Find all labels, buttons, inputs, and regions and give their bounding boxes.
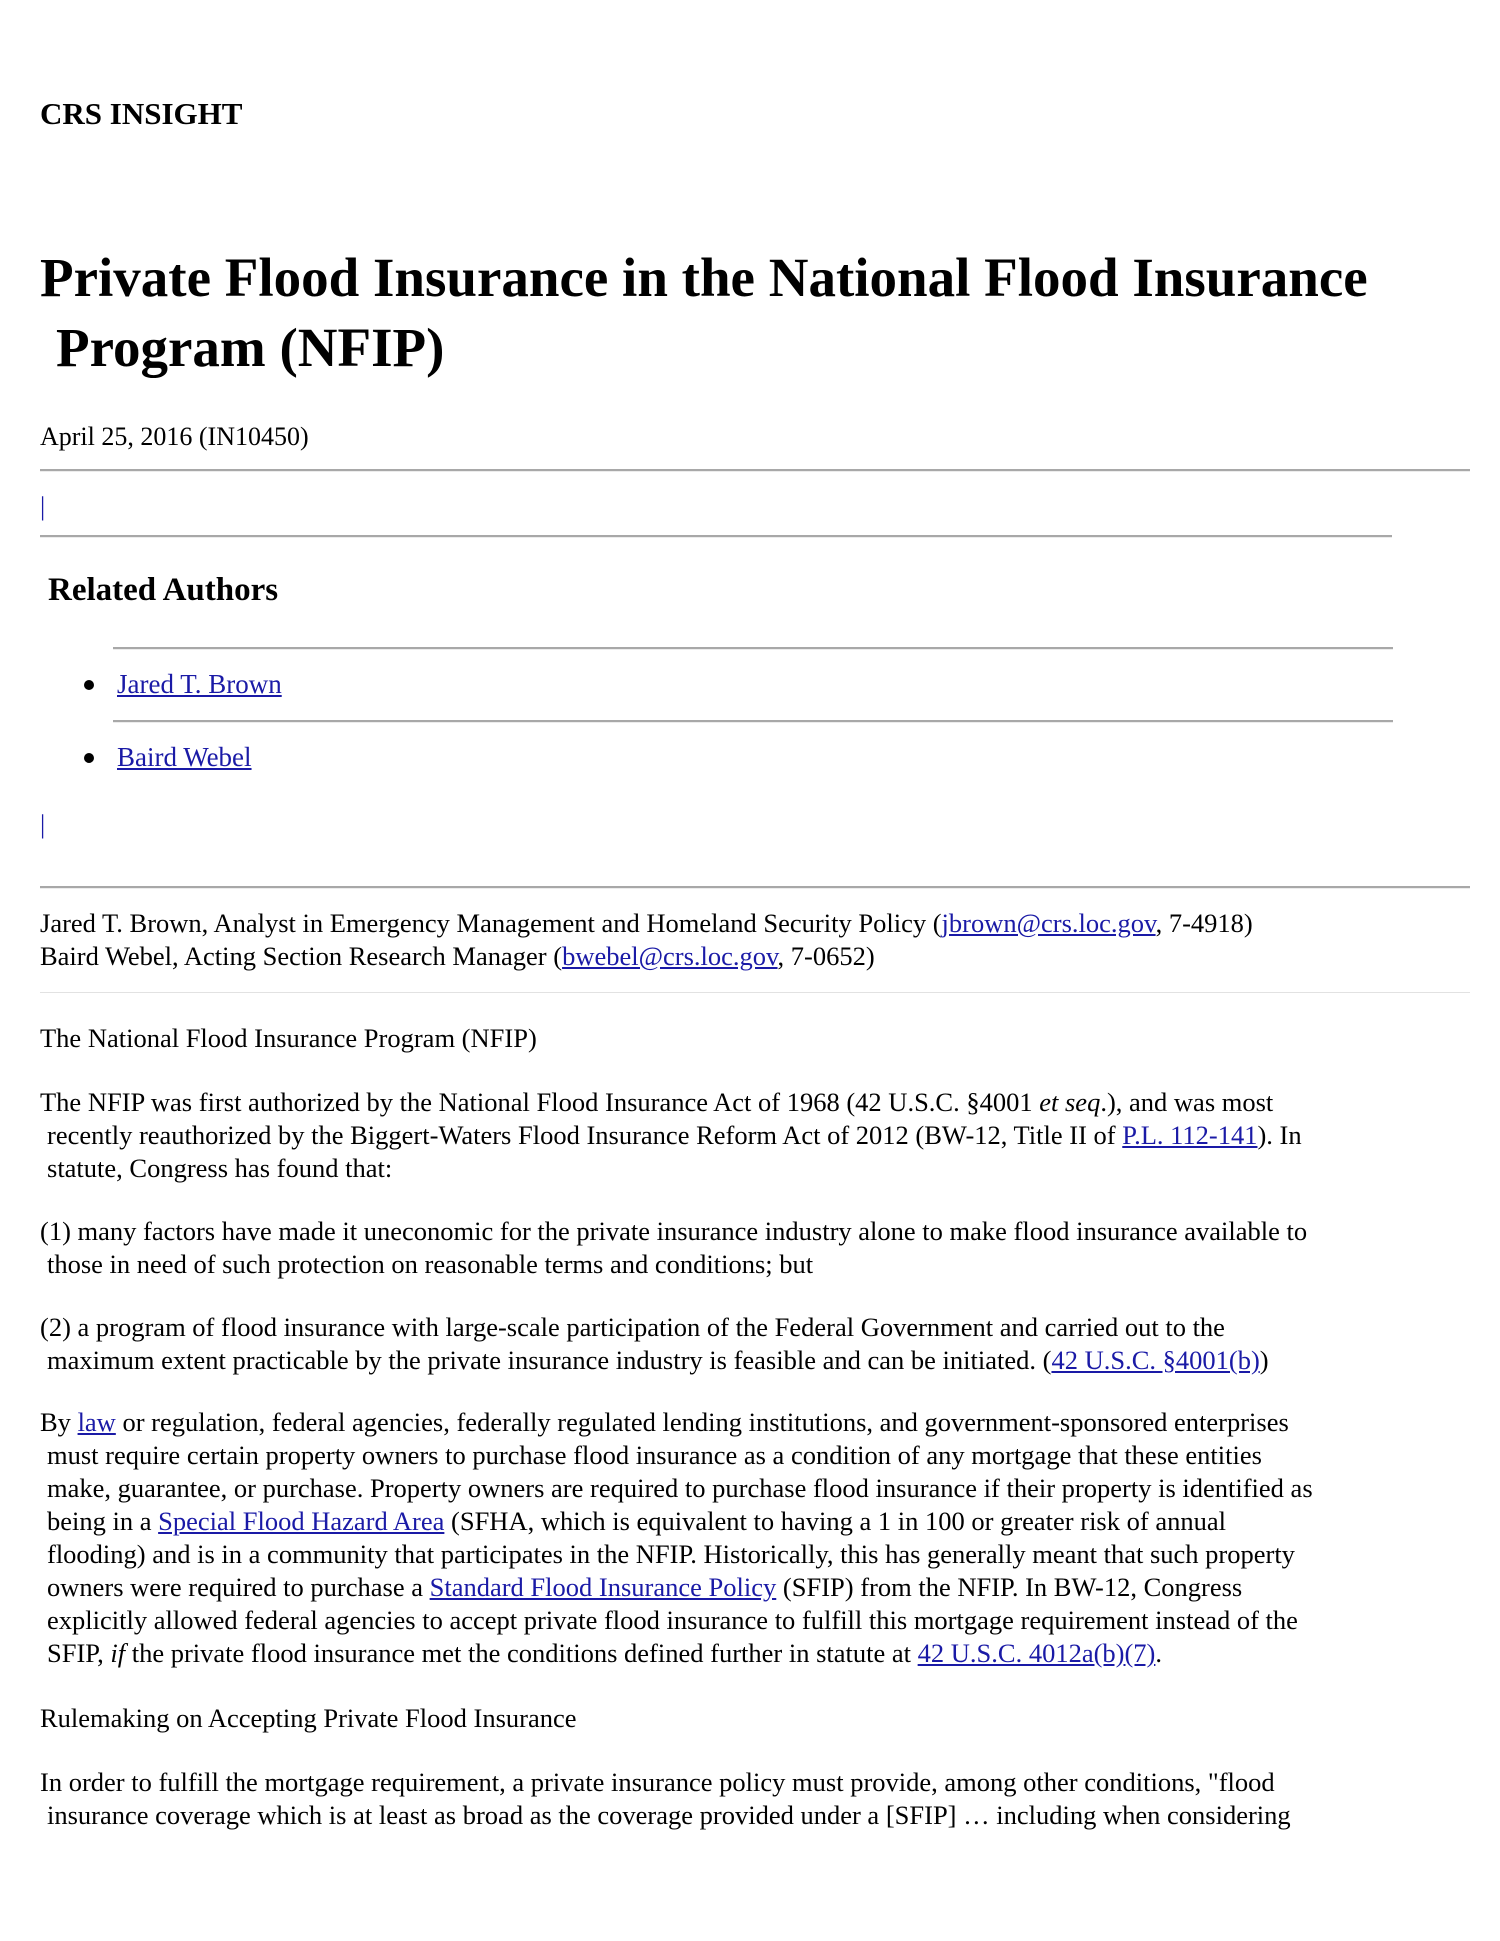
title-line-1: Private Flood Insurance in the National Flood Insurance	[40, 247, 1368, 308]
divider	[40, 886, 1470, 889]
separator-link[interactable]: |	[40, 492, 46, 521]
usc-4012a-link[interactable]: 42 U.S.C. 4012a(b)(7)	[917, 1638, 1156, 1668]
quote-1: (1) many factors have made it uneconomic for the private insurance industry alone to make flood insurance available to those in need of such protection on reasonable terms and conditions; but	[40, 1216, 1308, 1279]
list-item	[84, 742, 252, 773]
usc-4001b-link[interactable]: 42 U.S.C. §4001(b)	[1051, 1345, 1260, 1375]
email-link-webel[interactable]: bwebel@crs.loc.gov	[562, 941, 778, 971]
related-authors-heading: Related Authors	[48, 572, 279, 608]
list-item	[84, 669, 282, 700]
email-link-brown[interactable]: jbrown@crs.loc.gov	[941, 908, 1156, 938]
paragraph-1: The NFIP was first authorized by the National Flood Insurance Act of 1968 (42 U.S.C. §4001 et seq.), and was most recently reauthorized by the Biggert-Waters Flood Insurance Reform Act of 2012 (BW-12, Title II of P.L. 112-141). In statute, Congress has found that:	[40, 1087, 1302, 1183]
paragraph-3: By law or regulation, federal agencies, federally regulated lending institutions, and government-sponsored enterprises must require certain property owners to purchase flood insurance as a condition of any mortgage that these entities make, guarantee, or purchase. Property owners are required to purchase flood insurance if their property is identified as being in a Special Flood Hazard Area (SFHA, which is equivalent to having a 1 in 100 or greater risk of annual flooding) and is in a community that participates in the NFIP. Historically, this has generally meant that such property owners were required to purchase a Standard Flood Insurance Policy (SFIP) from the NFIP. In BW-12, Congress explicitly allowed federal agencies to accept private flood insurance to fulfill this mortgage requirement instead of the SFIP, if the private flood insurance met the conditions defined further in statute at 42 U.S.C. 4012a(b)(7).	[40, 1407, 1313, 1668]
crs-insight-label: CRS INSIGHT	[40, 96, 243, 131]
bullet-icon	[84, 680, 94, 690]
pl-112-141-link[interactable]: P.L. 112-141	[1122, 1120, 1258, 1150]
divider	[113, 720, 1393, 723]
sfha-link[interactable]: Special Flood Hazard Area	[158, 1506, 445, 1536]
divider	[113, 647, 1393, 650]
divider	[40, 992, 1470, 993]
paragraph-4: In order to fulfill the mortgage requirement, a private insurance policy must provide, among other conditions, "flood insurance coverage which is at least as broad as the coverage provided under a [SFIP] … including when considering	[40, 1767, 1291, 1830]
author-contact-info: Jared T. Brown, Analyst in Emergency Management and Homeland Security Policy (jbrown@crs.loc.gov, 7-4918) Baird Webel, Acting Section Research Manager (bwebel@crs.loc.gov, 7-0652)	[40, 908, 1253, 971]
sfip-link[interactable]: Standard Flood Insurance Policy	[429, 1572, 777, 1602]
divider	[40, 469, 1470, 472]
section-heading: The National Flood Insurance Program (NFIP)	[40, 1023, 537, 1053]
separator-link[interactable]: |	[40, 810, 46, 839]
author-link-webel[interactable]: Baird Webel	[117, 742, 252, 772]
author-link-brown[interactable]: Jared T. Brown	[117, 669, 282, 699]
law-link[interactable]: law	[77, 1407, 116, 1437]
divider	[40, 535, 1392, 538]
publication-date: April 25, 2016 (IN10450)	[40, 422, 309, 451]
section-heading: Rulemaking on Accepting Private Flood Insurance	[40, 1703, 577, 1733]
quote-2: (2) a program of flood insurance with large-scale participation of the Federal Government and carried out to the maximum extent practicable by the private insurance industry is feasible and can be initiated. (42 U.S.C. §4001(b))	[40, 1312, 1269, 1375]
bullet-icon	[84, 753, 94, 763]
page-title	[40, 243, 1368, 383]
title-line-2: Program (NFIP)	[56, 317, 445, 378]
